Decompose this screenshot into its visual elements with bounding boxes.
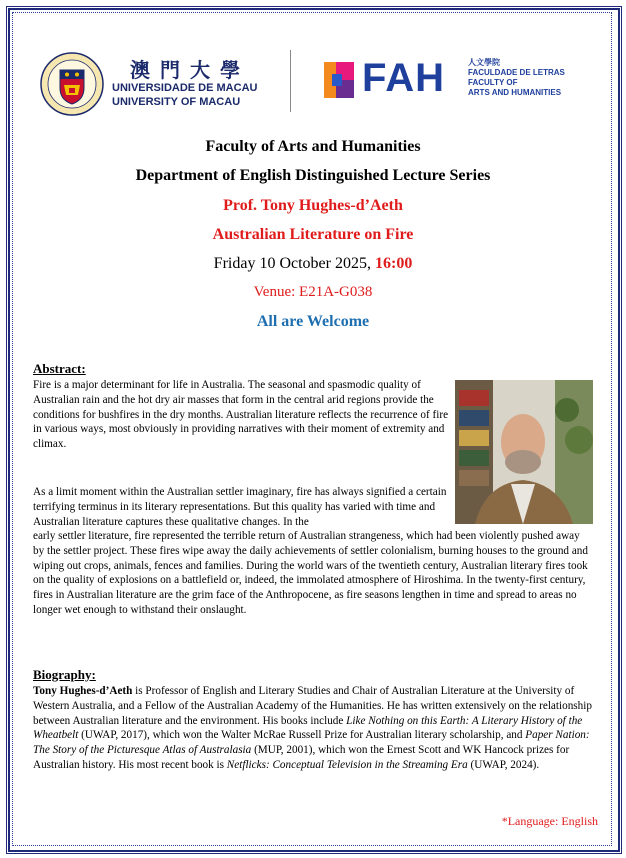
event-date: Friday 10 October 2025, [213,255,375,272]
fah-english-name-1: FACULTY OF [468,78,518,87]
fah-logo-text: FAH [362,56,445,100]
um-portuguese-name: UNIVERSIDADE DE MACAU [112,82,258,94]
bio-text-1: is Professor of English and Literary Studies and Chair of Australian Literature at the University of Western Australia, and a Fellow of the Australian Academy of the Humanities. He has written extensively on the relationship between Australian literature and the environment. His books include [33,685,592,727]
speaker-name: Prof. Tony Hughes-d’Aeth [223,197,403,214]
university-seal-logo [40,52,104,116]
event-datetime [0,255,626,273]
bio-book-2: Paper Nation: The Story of the Picturesque Atlas of Australasia [33,729,590,757]
fah-subtitle [468,58,565,98]
logo-divider [290,50,291,112]
abstract-paragraph-2-top: As a limit moment within the Australian settler imaginary, fire has always signified a certain terrifying terminus in its literary representations. But this quality has varied with time and Australian literature captures these qualitative changes. In the [33,486,447,528]
fah-logo-mark [324,62,354,98]
bio-text-4: (UWAP, 2024). [467,758,540,771]
abstract-paragraph-2-rest: early settler literature, fire represented the terrible return of Australian strangeness, which had been violently pushed away by the settler project. These fires wipe away the daily achievements of settler colonialism, burning houses to the ground and wiping out crops, animals, fences and families. During the world wars of the twentieth century, Australian literary fires took on the quality of explosions on a battlefield or, indeed, the immolated atmosphere of Hiroshima. In the twenty-first century, fires in Australian literature are the grim face of the Anthropocene, as fire seasons lengthen in time and spread to areas no longer wet enough to withstand their onslaught. [33,530,588,616]
speaker-photo [455,380,593,524]
um-english-name: UNIVERSITY OF MACAU [112,96,241,108]
fah-english-name-2: ARTS AND HUMANITIES [468,88,562,97]
bio-text-3: (MUP, 2001), which won the Ernest Scott and WK Hancock prizes for Australian history. His most recent book is [33,744,570,771]
bio-book-1: Like Nothing on this Earth: A Literary History of the Wheatbelt [33,714,583,742]
biography-heading: Biography: [33,667,96,682]
lecture-title: Australian Literature on Fire [212,226,414,243]
series-heading: Department of English Distinguished Lecture Series [135,167,491,184]
welcome-note: All are Welcome [256,313,370,330]
faculty-heading: Faculty of Arts and Humanities [205,138,421,155]
logo-header [40,48,600,118]
abstract-paragraph-1: Fire is a major determinant for life in Australia. The seasonal and spasmodic quality of Australian rain and the hot dry air masses that form in the central arid regions provide the conditions for bushfires in the dry months. Australian literature reflects the recurrence of fire in various ways, most obviously in providing narratives with their moment of extremity and climax. [33,379,449,451]
abstract-heading: Abstract: [33,361,86,376]
language-note: *Language: English [501,814,598,828]
bio-book-3: Netflicks: Conceptual Television in the Streaming Era [226,758,468,771]
um-chinese-name: 澳門大學 [130,58,250,82]
fah-chinese-name: 人文學院 [468,58,500,67]
bio-text-2: (UWAP, 2017), which won the Walter McRae Russell Prize for Australian literary scholarship, and [78,729,526,742]
bio-name: Tony Hughes-d’Aeth [33,685,133,697]
biography-paragraph [33,684,593,773]
event-venue: Venue: E21A-G038 [253,284,373,300]
event-time: 16:00 [374,255,413,272]
fah-portuguese-name: FACULDADE DE LETRAS [468,68,565,77]
